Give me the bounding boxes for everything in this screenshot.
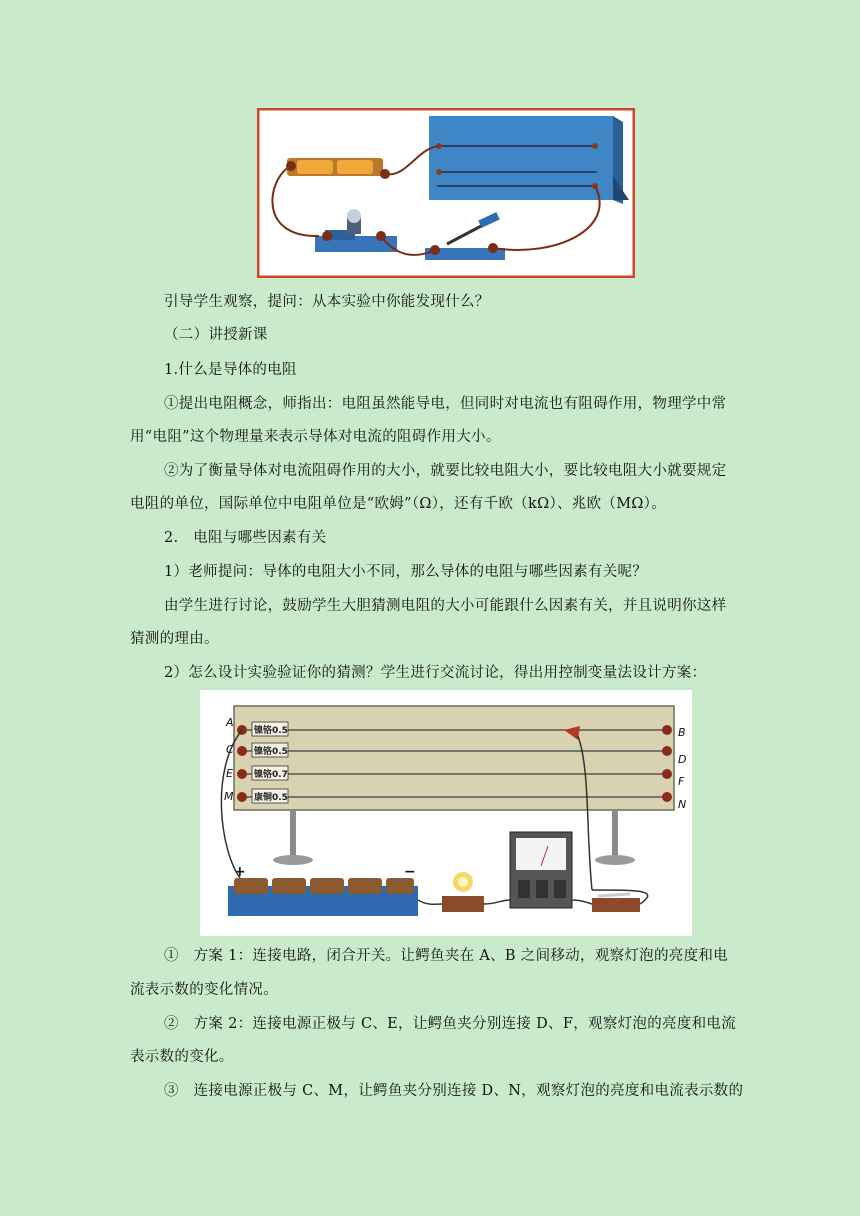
wire-tag-1: 镍铬0.5 <box>254 726 288 736</box>
label-C: C <box>226 743 234 756</box>
label-M: M <box>224 790 234 803</box>
wire-tag-4: 康铜0.5 <box>254 793 288 803</box>
question-2: 2）怎么设计实验验证你的猜测？学生进行交流讨论，得出用控制变量法设计方案： <box>164 665 707 681</box>
battery-minus: − <box>404 864 416 880</box>
subheading-2: 2. 电阻与哪些因素有关 <box>164 530 327 546</box>
paragraph-3-line-1: ②为了衡量导体对电流阻碍作用的大小，就要比较电阻大小，要比较电阻大小就要规定 <box>164 463 727 479</box>
label-A: A <box>226 716 234 729</box>
question-1: 1）老师提问：导体的电阻大小不同，那么导体的电阻与哪些因素有关呢？ <box>164 564 648 580</box>
plan-2-line-1: ② 方案 2：连接电源正极与 C、E，让鳄鱼夹分别连接 D、F，观察灯泡的亮度和电流 <box>164 1016 737 1032</box>
label-B: B <box>678 726 686 739</box>
plan-2-line-2: 表示数的变化。 <box>130 1049 234 1065</box>
paragraph-1: 引导学生观察，提问：从本实验中你能发现什么？ <box>164 294 490 310</box>
plan-3-line-1: ③ 连接电源正极与 C、M，让鳄鱼夹分别连接 D、N，观察灯泡的亮度和电流表示数的 <box>164 1083 744 1099</box>
wire-tag-2: 镍铬0.5 <box>254 747 288 757</box>
subheading-1: 1.什么是导体的电阻 <box>164 362 297 378</box>
label-D: D <box>678 753 687 766</box>
paragraph-4-line-2: 猜测的理由。 <box>130 631 219 647</box>
paragraph-3-line-2: 电阻的单位，国际单位中电阻单位是“欧姆”（Ω），还有千欧（kΩ）、兆欧（MΩ）。 <box>130 496 667 512</box>
plan-1-line-1: ① 方案 1：连接电路，闭合开关。让鳄鱼夹在 A、B 之间移动，观察灯泡的亮度和电 <box>164 948 728 964</box>
paragraph-2-line-1: ①提出电阻概念，师指出：电阻虽然能导电，但同时对电流也有阻碍作用，物理学中常 <box>164 396 727 412</box>
label-E: E <box>226 767 233 780</box>
label-F: F <box>678 775 685 788</box>
paragraph-4-line-1: 由学生进行讨论，鼓励学生大胆猜测电阻的大小可能跟什么因素有关，并且说明你这样 <box>164 598 727 614</box>
figure-circuit-photo <box>257 108 635 278</box>
wire-tag-3: 镍铬0.7 <box>254 770 288 780</box>
circuit-photo-image <box>257 108 635 278</box>
battery-plus: + <box>234 864 246 880</box>
section-heading-2: （二）讲授新课 <box>164 327 268 343</box>
label-N: N <box>678 798 687 811</box>
figure-resistance-apparatus <box>200 690 692 936</box>
plan-1-line-2: 流表示数的变化情况。 <box>130 982 278 998</box>
paragraph-2-line-2: 用“电阻”这个物理量来表示导体对电流的阻碍作用大小。 <box>130 429 501 445</box>
resistance-apparatus-image <box>200 690 692 936</box>
